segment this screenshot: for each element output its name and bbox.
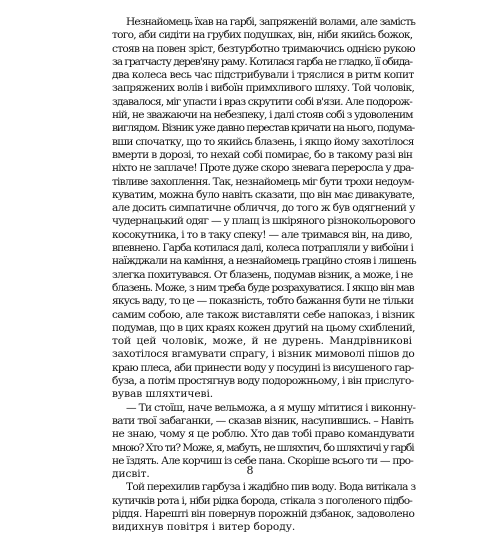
text-line: вував шляхтичеві. [112,388,214,401]
text-line: якусь ваду, то це — показність, тобто бажання бути не тільки [112,295,414,308]
text-line: запряжених волів і вибоїн примхливого шляху. Той чоловік, [112,82,415,95]
text-line: вши спочатку, що то якийсь блазень, і якщо йому захотілося [112,135,414,148]
text-line: здавалося, міг упасти і враз скрутити собі в'язи. Але подорож- [112,95,412,108]
text-line: але досить симпатичне обличчя, до того ж був одягнений у [112,202,415,215]
text-line: ріддя. Нарешті він повернув порожній дзбанок, задоволено [112,507,415,520]
text-line: самим собою, але також виставляти себе напоказ, і візник [112,308,415,321]
text-line: блазень. Може, з ним треба буде розрахуватися. І якщо він мав [112,281,414,294]
text-line: того, аби сидіти на грубих подушках, він, ніби якийсь божок, [112,29,413,42]
paragraph-1 [112,16,416,402]
text-line: два колеса весь час підстрибували і тряслися в ритм копит [112,69,414,82]
text-line: кутичків рота і, ніби рідка борода, стікала з поголеного підбо- [112,494,412,507]
text-line: впевнено. Гарба котилася далі, колеса потрапляли у вибоїни і [112,242,414,255]
text-line: захотілося вгамувати спрагу, і візник мимоволі пішов до [112,348,415,361]
text-line: не знаю, чому я це роблю. Хто дав тобі право командувати [112,428,415,441]
text-line: ніхто не заплаче! Проте дуже скоро зневага переросла у дра- [112,162,414,175]
text-line: подумав, що в цих краях кожен другий на цьому схиблений, [112,321,415,334]
text-line: за гратчасту дерев'яну раму. Котилася гарба не гладко, її обида- [112,55,412,68]
text-line: — Ти стоїш, наче вельможа, а я мушу мітитися і виконну- [126,401,416,414]
text-line: мною? Хто ти? Може, я, мабуть, не шляхтич, бо шляхтичі у гарбі [112,441,414,454]
paragraph-3 [112,481,416,534]
text-line: буза, а потім простягнув воду подорожньому, і він прислуго- [112,375,414,388]
text-line: ній, не зважаючи на небезпеку, і далі стояв собі з удоволеним [112,109,413,122]
text-line: куватим, можна було навіть сказати, що він має дивакувате, [112,188,415,201]
text-line: виглядом. Візник уже давно перестав кричати на нього, подума- [112,122,415,135]
body-text [112,16,416,535]
text-line: видихнув повітря і витер бороду. [112,521,296,534]
text-line: краю плеса, аби принести воду у посудині із висушеного гар- [112,361,414,374]
text-line: той цей чоловік, може, й не дурень. Мандрівникові [112,335,412,348]
text-line: вати твої забаганки, — сказав візник, насупившись. – Навіть [112,414,414,427]
text-line: Незнайомець їхав на гарбі, запряженій волами, але замість [126,16,416,28]
text-line: чудернацький одяг — у плащ із шкіряного різнокольорового [112,215,415,228]
text-line: стояв на повен зріст, безтурботно тримаючись однією рукою [112,42,415,55]
text-line: тівливе захоплення. Так, незнайомець міг бути трохи недоум- [112,175,414,188]
text-line: дисвіт. [112,468,150,481]
text-line: вмерти в дорозі, то нехай собі помирає, бо в такому разі він [112,148,413,161]
text-line: злегка похитувався. От блазень, подумав візник, а може, і не [112,268,413,281]
text-line: косокутника, і то в таку спеку! — але тримався він, на диво, [112,228,413,241]
text-line: не їздять. Але корчиш із себе пана. Скоріше всього ти — про- [112,454,414,467]
text-line: Той перехилив гарбуза і жадібно пив воду. Вода витікала з [126,481,416,494]
page-number: 8 [246,464,254,477]
text-line: наїжджали на каміння, а незнайомець грацйно стояв і лишень [112,255,416,268]
